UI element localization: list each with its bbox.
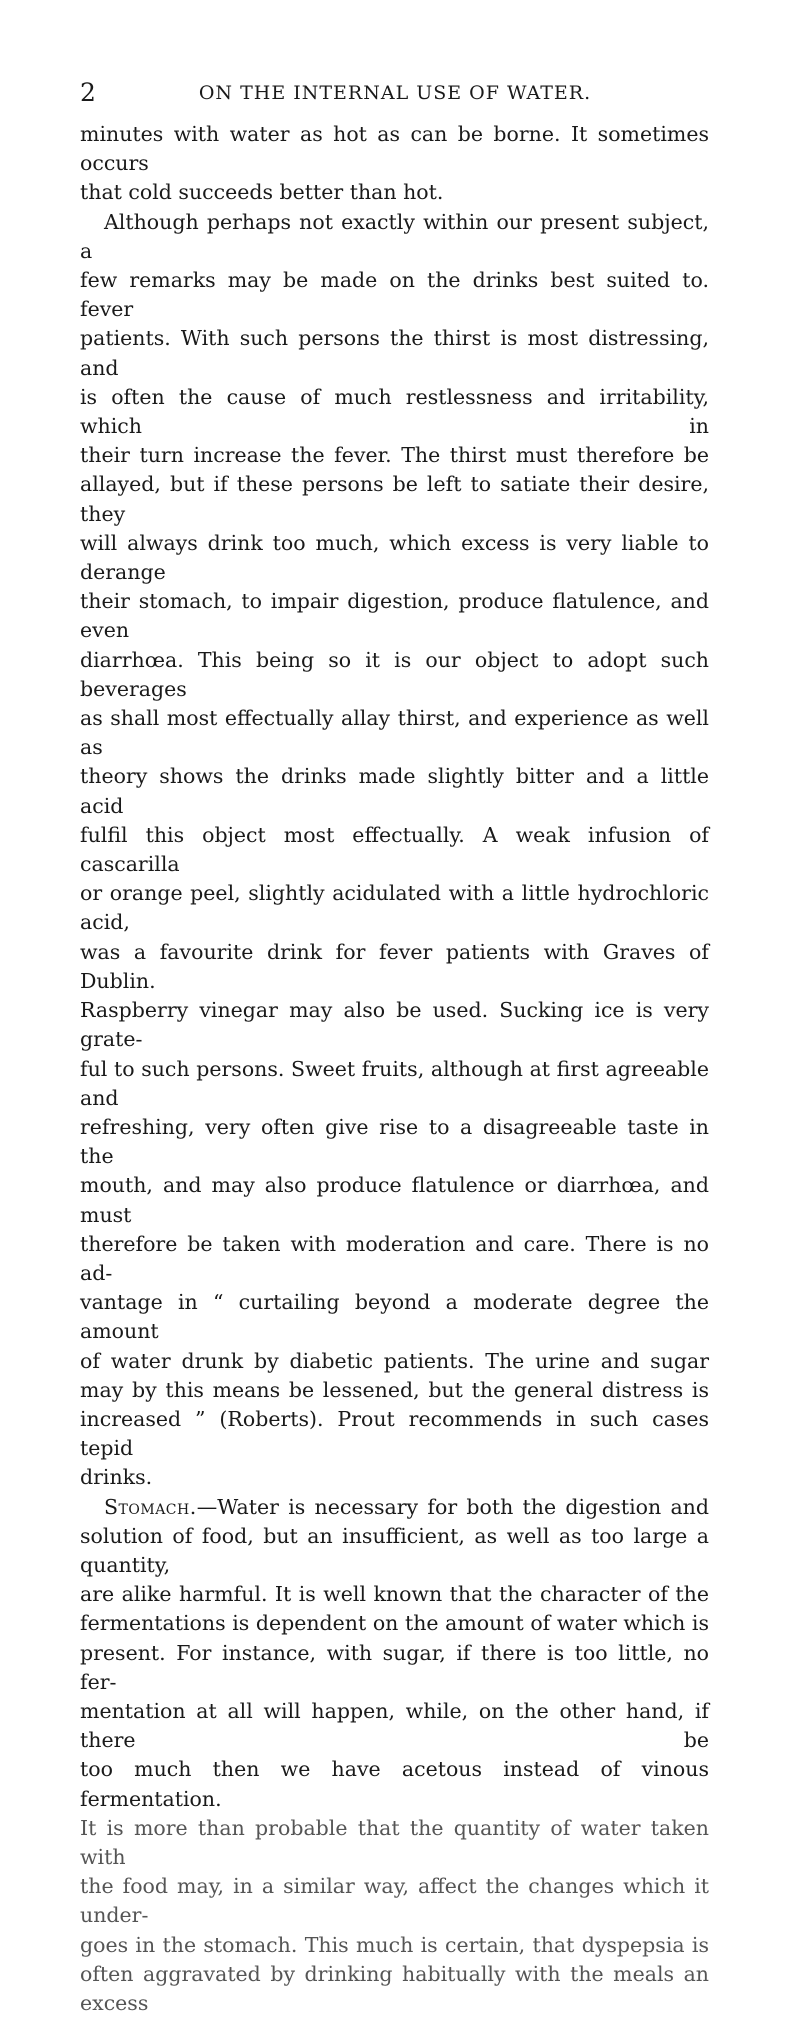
text-line: solution of food, but an insufficient, as well as too large a quantity, <box>80 1523 709 1577</box>
text-line: goes in the stomach. This much is certain, that dyspepsia is <box>80 1932 709 1957</box>
text-line: fermentations is dependent on the amount of water which is <box>80 1611 709 1636</box>
text-line: vantage in “ curtailing beyond a moderate degree the amount <box>80 1290 709 1344</box>
text-line: Raspberry vinegar may also be used. Sucking ice is very grate- <box>80 998 709 1052</box>
text-line: may by this means be lessened, but the general distress is <box>80 1377 709 1402</box>
text-line: mouth, and may also produce flatulence or diarrhœa, and must <box>80 1173 709 1227</box>
text-line: fulfil this object most effectually. A weak infusion of cascarilla <box>80 822 709 877</box>
body-text <box>80 120 709 2018</box>
text-line: theory shows the drinks made slightly bitter and a little acid <box>80 764 709 818</box>
text-line: was a favourite drink for fever patients with Graves of Dublin. <box>80 939 709 993</box>
text-line: minutes with water as hot as can be borne. It sometimes occurs <box>80 122 709 176</box>
text-line: few remarks may be made on the drinks best suited to. fever <box>80 268 709 322</box>
text-line: or orange peel, slightly acidulated with a little hydrochloric acid, <box>80 881 709 935</box>
text-line: It is more than probable that the quantity of water taken with <box>80 1815 709 1869</box>
text-span: —Water is necessary for both the digestion and <box>196 1494 709 1519</box>
text-line: diarrhœa. This being so it is our object to adopt such beverages <box>80 647 709 701</box>
section-first-line <box>80 1493 709 1522</box>
page-number: 2 <box>80 78 96 107</box>
text-line: will always drink too much, which excess is very liable to derange <box>80 530 709 585</box>
text-line: is often the cause of much restlessness and irritability, which in <box>80 384 709 439</box>
text-line: their stomach, to impair digestion, produce flatulence, and even <box>80 589 709 643</box>
text-line: their turn increase the fever. The thirst must therefore be <box>80 443 709 468</box>
text-line: the food may, in a similar way, affect the changes which it under- <box>80 1874 709 1928</box>
text-line: patients. With such persons the thirst is most distressing, and <box>80 326 709 380</box>
text-line: as shall most effectually allay thirst, and experience as well as <box>80 706 709 760</box>
text-line: ful to such persons. Sweet fruits, although at first agreeable and <box>80 1056 709 1110</box>
text-line: refreshing, very often give rise to a disagreeable taste in the <box>80 1114 709 1169</box>
text-line: allayed, but if these persons be left to satiate their desire, they <box>80 472 709 526</box>
section-heading: Stomach. <box>104 1494 197 1519</box>
text-line: therefore be taken with moderation and care. There is no ad- <box>80 1231 709 1285</box>
text-line: increased ” (Roberts). Prout recommends in such cases tepid <box>80 1406 709 1461</box>
text-line: too much then we have acetous instead of vinous fermentation. <box>80 1757 709 1811</box>
text-line: that cold succeeds better than hot. <box>80 180 444 205</box>
text-line: often aggravated by drinking habitually with the meals an excess <box>80 1961 709 2015</box>
running-title: ON THE INTERNAL USE OF WATER. <box>198 82 592 104</box>
text-line: mentation at all will happen, while, on the other hand, if there be <box>80 1698 709 1753</box>
text-line: of water drunk by diabetic patients. The urine and sugar <box>80 1348 709 1373</box>
text-line: drinks. <box>80 1465 153 1490</box>
text-line: Although perhaps not exactly within our present subject, a <box>80 209 709 263</box>
text-line: are alike harmful. It is well known that the character of the <box>80 1582 709 1607</box>
text-line: present. For instance, with sugar, if there is too little, no fer- <box>80 1640 709 1694</box>
page-header <box>80 78 710 108</box>
